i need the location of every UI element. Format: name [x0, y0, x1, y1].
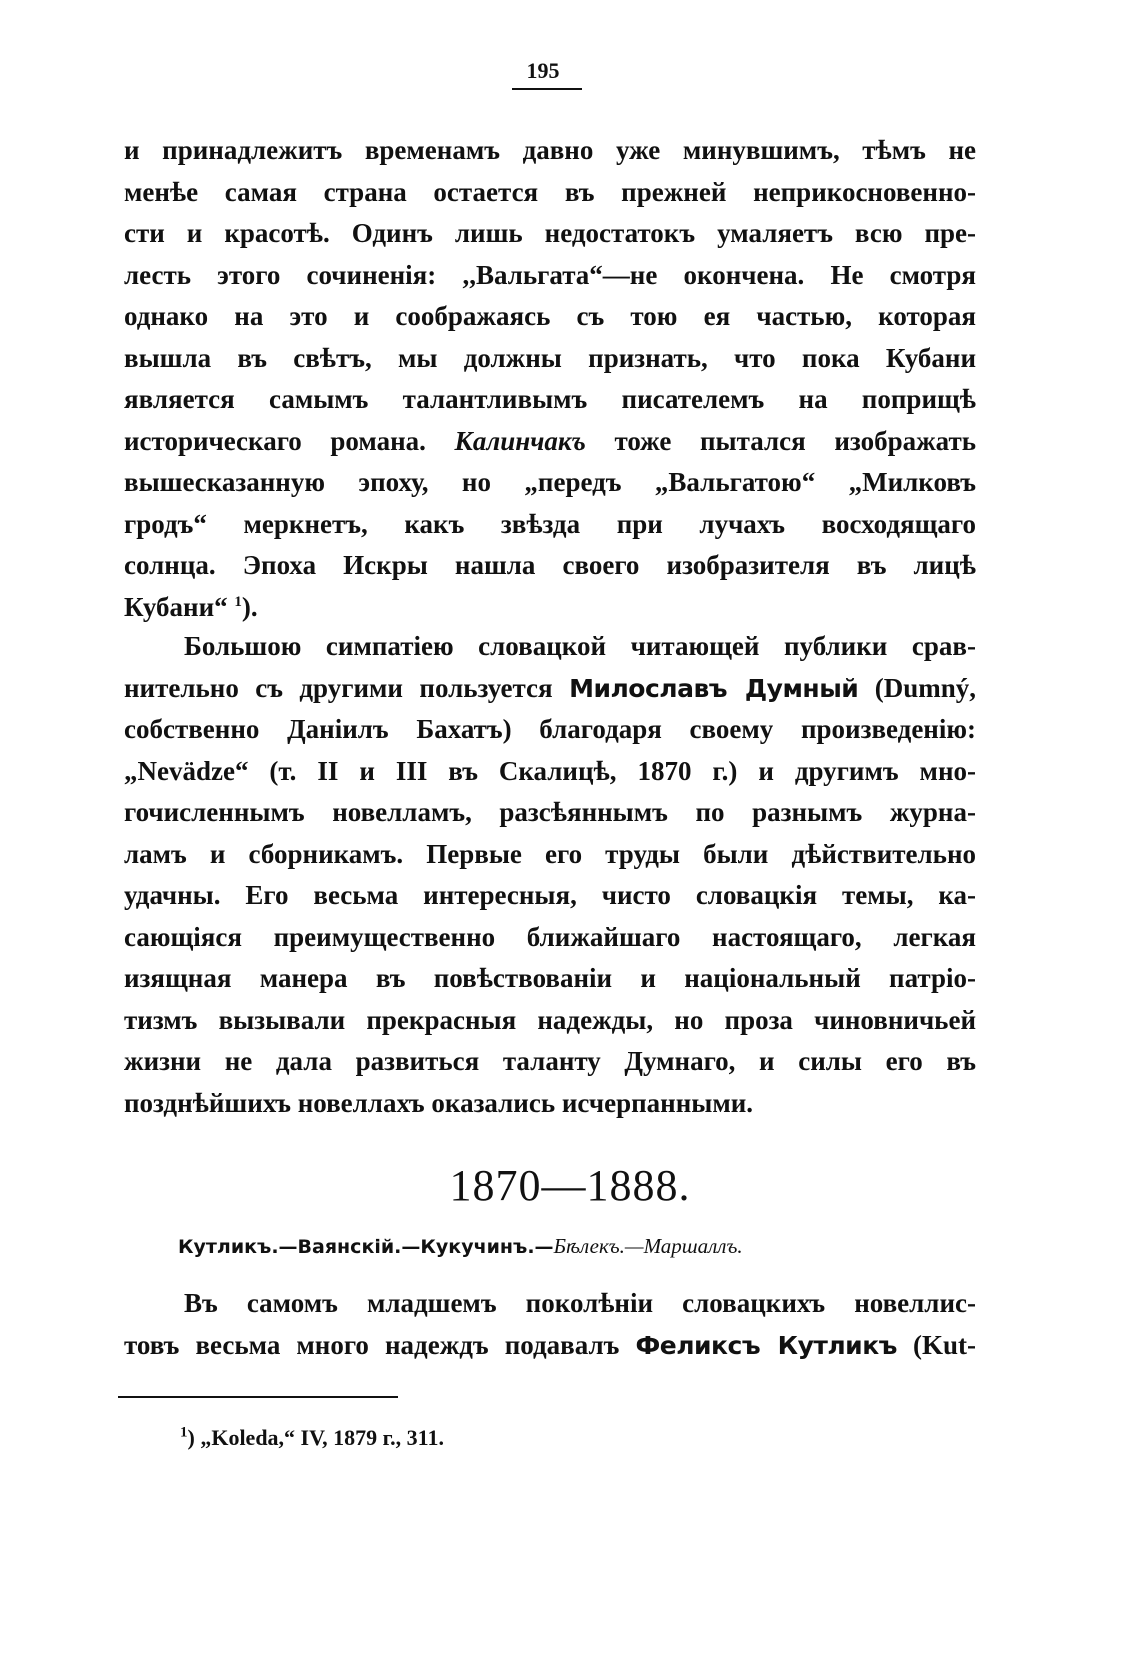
text-line: лесть этого сочиненія: ,,Вальгата“—не окончена. Не смотря	[124, 259, 976, 290]
text-line: менѣе самая страна остается въ прежней неприкосновенно-	[124, 176, 976, 207]
text-line: сти и красотѣ. Одинъ лишь недостатокъ умаляетъ всю пре-	[124, 218, 976, 248]
text-line: удачны. Его весьма интересныя, чисто словацкія темы, ка-	[124, 880, 976, 910]
author-name-dumny: Милославъ Думный	[569, 673, 859, 703]
text-fragment: историческаго романа.	[124, 425, 426, 456]
text-fragment: нительно съ другими пользуется	[124, 672, 553, 703]
text-line: гочисленнымъ новелламъ, разсѣяннымъ по разнымъ журна-	[124, 797, 976, 827]
text-line: „Nevädze“ (т. II и III въ Скалицѣ, 1870 г.) и другимъ мно-	[124, 755, 976, 786]
text-line: собственно Даніилъ Бахатъ) благодаря своему произведенію:	[124, 714, 976, 744]
page-number-rule	[512, 88, 582, 90]
text-fragment: (Kut-	[913, 1329, 977, 1360]
text-fragment: товъ весьма много надеждъ подавалъ	[124, 1329, 620, 1360]
section-heading: 1870—1888.	[449, 1161, 691, 1210]
text-line: и принадлежитъ временамъ давно уже минувшимъ, тѣмъ не	[124, 135, 976, 165]
footnote	[180, 1425, 444, 1451]
text-line: является самымъ талантливымъ писателемъ на поприщѣ	[124, 384, 976, 414]
text-line	[124, 421, 976, 463]
text-fragment: ).	[241, 591, 258, 622]
footnote-reference: 1	[234, 593, 242, 610]
subheading-names-italic: Бѣлекъ.—Маршаллъ.	[553, 1234, 743, 1258]
text-line: Въ самомъ младшемъ поколѣніи словацкихъ новеллис-	[184, 1288, 976, 1318]
text-line: однако на это и соображаясь съ тою ея частью, которая	[124, 301, 976, 331]
author-name-kalinchak: Калинчакъ	[454, 425, 586, 456]
text-line: вышла въ свѣтъ, мы должны признать, что пока Кубани	[124, 342, 976, 373]
text-line: изящная манера въ повѣствованіи и національный патріо-	[124, 963, 976, 993]
text-line: ламъ и сборникамъ. Первые его труды были дѣйствительно	[124, 838, 976, 869]
text-line: жизни не дала развиться таланту Думнаго, и силы его въ	[124, 1046, 976, 1076]
text-fragment: тоже пытался изображать	[614, 425, 977, 456]
section-subheading	[178, 1234, 743, 1259]
paragraph-2	[124, 626, 976, 1124]
text-fragment: Кубани“	[124, 591, 228, 622]
text-line: позднѣйшихъ новеллахъ оказались исчерпанными.	[124, 1087, 754, 1118]
author-name-kutlik: Феликсъ Кутликъ	[635, 1330, 897, 1360]
page-number: 195	[526, 58, 560, 83]
text-line: сающіяся преимущественно ближайшаго настоящаго, легкая	[124, 921, 976, 952]
footnote-text: ) „Koleda,“ IV, 1879 г., 311.	[187, 1425, 444, 1450]
paragraph-3	[124, 1283, 976, 1366]
text-line: Большою симпатіею словацкой читающей публики срав-	[184, 631, 976, 661]
text-line: гродъ“ меркнетъ, какъ звѣзда при лучахъ восходящаго	[124, 508, 976, 539]
text-line	[124, 587, 976, 629]
subheading-names-bold: Кутликъ.—Ваянскій.—Кукучинъ.—	[178, 1236, 554, 1258]
text-line	[124, 668, 976, 710]
text-line: тизмъ вызывали прекрасныя надежды, но проза чиновничьей	[124, 1004, 976, 1035]
text-fragment: (Dumný,	[874, 672, 976, 703]
footnote-divider	[118, 1396, 398, 1398]
text-line	[124, 1325, 976, 1367]
paragraph-1	[124, 130, 976, 628]
text-line: солнца. Эпоха Искры нашла своего изобразителя въ лицѣ	[124, 550, 976, 580]
text-line: вышесказанную эпоху, но „передъ „Вальгатою“ „Милковъ	[124, 467, 976, 497]
footnote-marker: 1	[180, 1424, 188, 1441]
